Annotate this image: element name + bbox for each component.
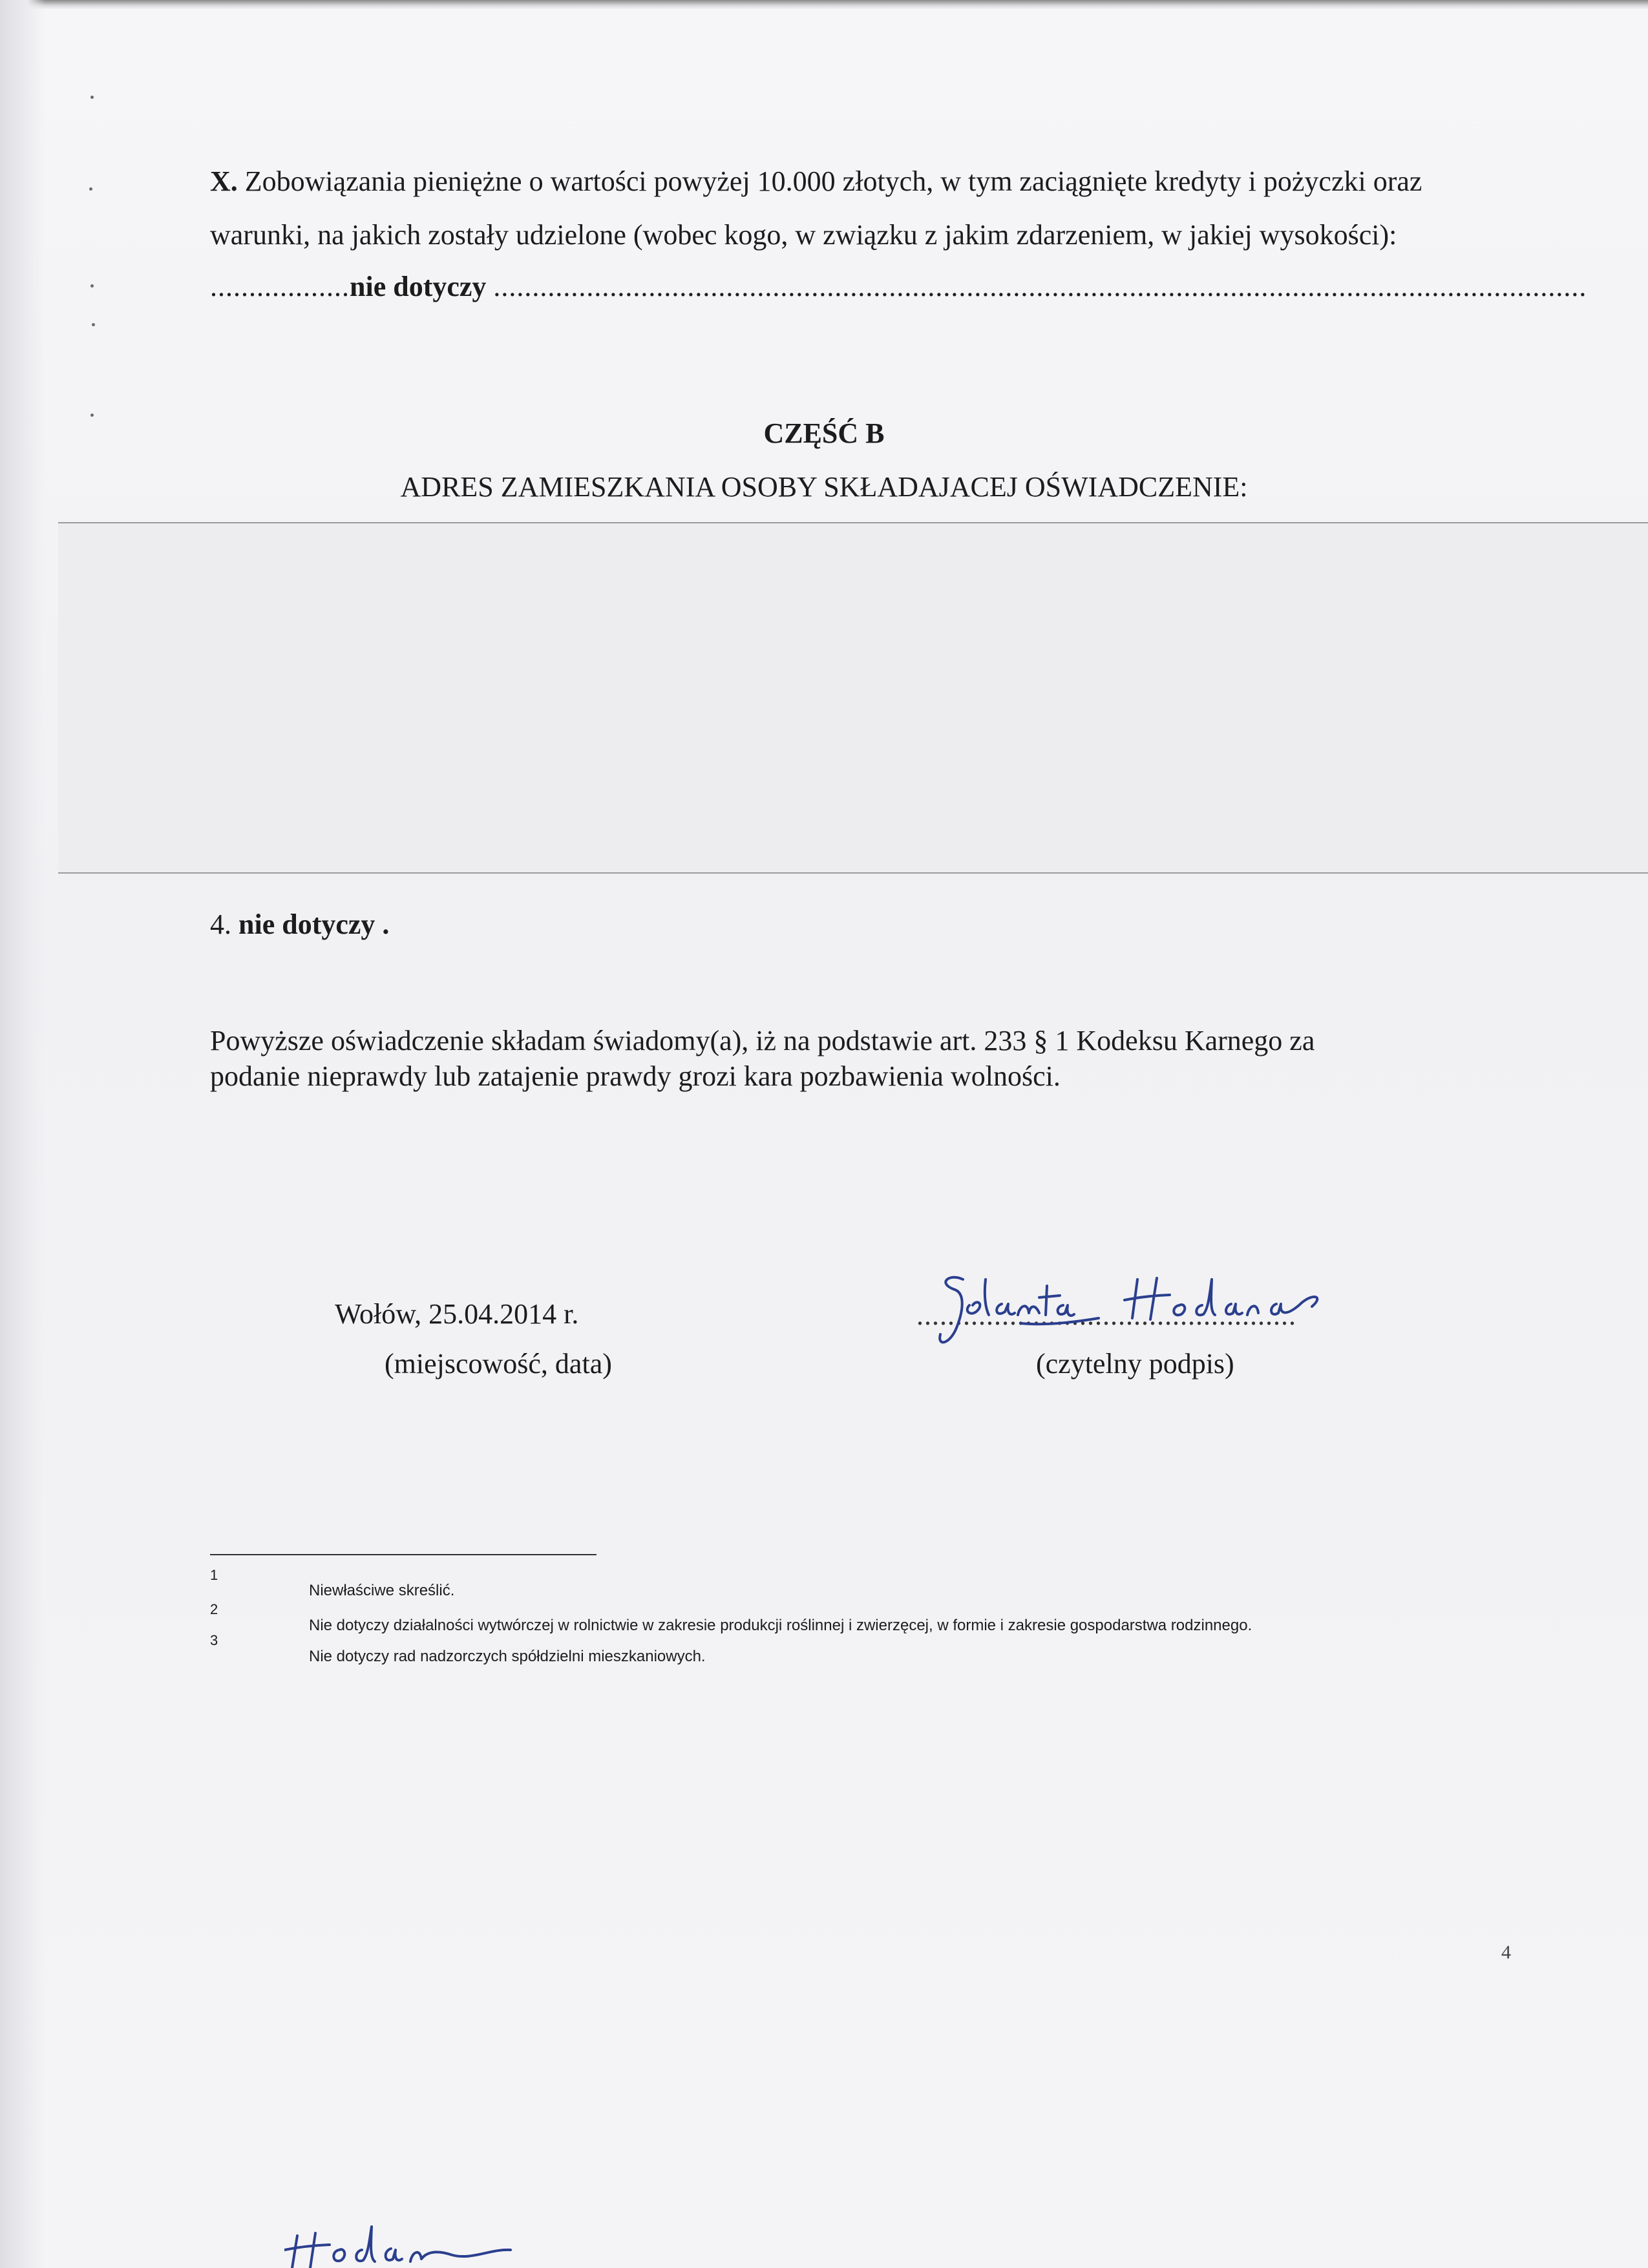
signature-dotted-line: ................................................. bbox=[916, 1299, 1296, 1331]
initials-text: Hodana bbox=[284, 2267, 289, 2268]
fold-line-bottom bbox=[58, 872, 1648, 874]
section-x-answer-line bbox=[210, 270, 1587, 304]
answer-leader-dots: .................. bbox=[210, 271, 350, 302]
declaration-line-1: Powyższe oświadczenie składam świadomy(a), iż na podstawie art. 233 § 1 Kodeksu Karnego za bbox=[210, 1025, 1315, 1056]
footnote-separator bbox=[210, 1554, 597, 1555]
place-date-value: Wołów, 25.04.2014 r. bbox=[335, 1298, 579, 1330]
signature-name: Jolanta Hodana bbox=[924, 1361, 933, 1363]
scan-speck bbox=[90, 96, 94, 99]
scan-top-edge bbox=[0, 0, 1648, 9]
footnote-number-1: 1 bbox=[210, 1567, 218, 1583]
item-4-answer: nie dotyczy . bbox=[238, 908, 390, 940]
section-x-answer: nie dotyczy bbox=[350, 271, 487, 302]
footnote-number-3: 3 bbox=[210, 1632, 218, 1648]
footnote-text-3: Nie dotyczy rad nadzorczych spółdzielni mieszkaniowych. bbox=[309, 1648, 706, 1665]
initials-image bbox=[284, 2210, 517, 2268]
answer-trailer-dots: ............................................................................................................................................. bbox=[493, 271, 1587, 302]
signature-caption: (czytelny podpis) bbox=[1036, 1348, 1234, 1380]
part-b-title: CZĘŚĆ B bbox=[763, 417, 885, 449]
section-x-label: X. bbox=[210, 165, 238, 197]
section-x-text-1: Zobowiązania pieniężne o wartości powyżej 10.000 złotych, w tym zaciągnięte kredyty i pożyczki oraz bbox=[244, 165, 1422, 197]
scan-speck bbox=[92, 323, 95, 326]
scan-speck bbox=[89, 187, 92, 191]
part-b-subtitle: ADRES ZAMIESZKANIA OSOBY SKŁADAJACEJ OŚWIADCZENIE: bbox=[400, 471, 1248, 503]
footnote-number-2: 2 bbox=[210, 1601, 218, 1617]
footnote-text-2: Nie dotyczy działalności wytwórczej w rolnictwie w zakresie produkcji roślinnej i zwierzęcej, w formie i zakresie gospodarstwa rodzinnego. bbox=[309, 1617, 1252, 1634]
page-number: 4 bbox=[1501, 1942, 1511, 1963]
place-date-caption: (miejscowość, data) bbox=[385, 1348, 612, 1380]
declaration-line-2: podanie nieprawdy lub zatajenie prawdy grozi kara pozbawienia wolności. bbox=[210, 1060, 1061, 1092]
scan-left-edge bbox=[0, 0, 45, 2268]
scan-speck bbox=[90, 284, 94, 288]
section-x-line1 bbox=[210, 165, 1422, 199]
item-4-line bbox=[210, 908, 389, 942]
section-x-text-2: warunki, na jakich zostały udzielone (wobec kogo, w związku z jakim zdarzeniem, w jakiej wysokości): bbox=[210, 219, 1397, 251]
folded-hidden-area bbox=[58, 523, 1648, 872]
footnote-text-1: Niewłaściwe skreślić. bbox=[309, 1582, 455, 1599]
item-4-number: 4. bbox=[210, 908, 231, 940]
